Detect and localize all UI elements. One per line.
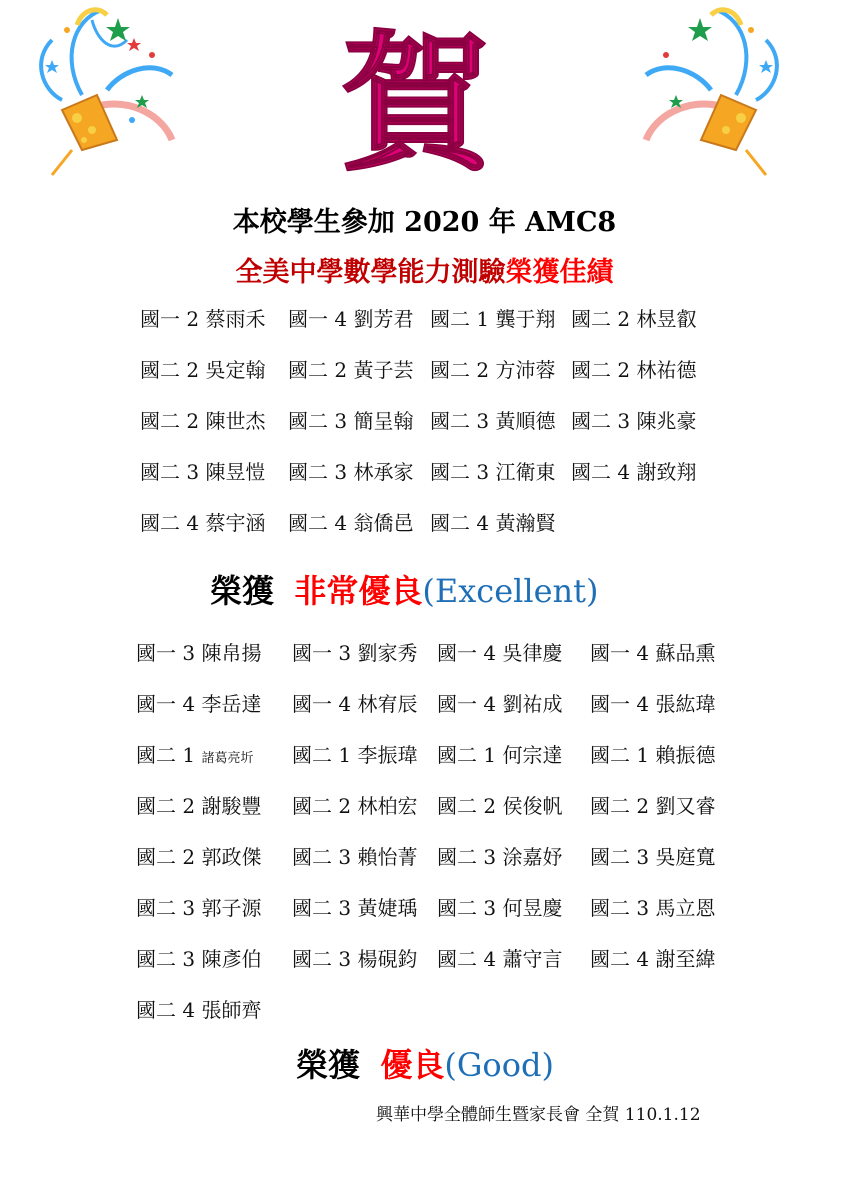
- student-entry: 國二 1 諸葛亮圻: [136, 743, 254, 767]
- student-entry: 國二 3 涂嘉妤: [437, 845, 563, 869]
- award-excellent-heading: [210, 566, 598, 612]
- student-entry: 國二 1 龔于翔: [430, 307, 556, 331]
- student-entry: 國二 3 陳兆豪: [571, 409, 697, 433]
- big-character-text: 賀: [340, 18, 492, 178]
- title-line-2-part-2: 榮獲佳績: [505, 257, 614, 288]
- student-entry: 國二 3 陳彥伯: [136, 947, 262, 971]
- student-entry: 國二 2 吳定翰: [140, 358, 266, 382]
- award-excellent-tier: 非常優良: [294, 572, 423, 610]
- student-entry: 國二 3 簡呈翰: [288, 409, 414, 433]
- title-line-1: 本校學生參加 2020 年 AMC8: [232, 207, 617, 238]
- student-entry: 國二 3 黃婕瑀: [292, 896, 418, 920]
- student-entry: 國二 2 謝駿豐: [136, 794, 262, 818]
- student-entry: 國二 3 郭子源: [136, 896, 262, 920]
- party-popper-right-icon: [626, 0, 796, 190]
- student-entry: 國二 3 何昱慶: [437, 896, 563, 920]
- student-entry: 國二 4 張師齊: [136, 998, 262, 1022]
- student-entry: 國二 2 林昱叡: [571, 307, 697, 331]
- student-entry: 國二 3 陳昱愷: [140, 460, 266, 484]
- big-character: [336, 18, 496, 178]
- award-good-heading: [296, 1040, 554, 1086]
- student-entry: 國二 2 林祐德: [571, 358, 697, 382]
- student-entry: 國一 4 林宥辰: [292, 692, 418, 716]
- student-entry: 國二 2 林柏宏: [292, 794, 418, 818]
- student-entry-small-name: 諸葛亮圻: [201, 751, 254, 766]
- award-excellent-english: (Excellent): [422, 572, 599, 610]
- party-popper-left-icon: [22, 0, 192, 190]
- award-good-english: (Good): [444, 1046, 554, 1084]
- student-entry: 國二 3 吳庭寬: [590, 845, 716, 869]
- student-entry: 國二 1 李振瑋: [292, 743, 418, 767]
- student-entry: 國二 2 黃子芸: [288, 358, 414, 382]
- student-entry: 國二 1 何宗達: [437, 743, 563, 767]
- student-entry: 國二 4 翁僑邑: [288, 511, 414, 535]
- student-entry: 國一 4 張紘瑋: [590, 692, 716, 716]
- student-entry: 國一 4 劉芳君: [288, 307, 414, 331]
- student-entry: 國二 2 陳世杰: [140, 409, 266, 433]
- student-entry: 國二 2 郭政傑: [136, 845, 262, 869]
- student-entry: 國二 4 謝致翔: [571, 460, 697, 484]
- student-entry: 國二 3 賴怡菁: [292, 845, 418, 869]
- student-entry: 國二 4 黃瀚賢: [430, 511, 556, 535]
- student-entry: 國二 4 蔡宇涵: [140, 511, 266, 535]
- student-entry: 國一 4 李岳達: [136, 692, 262, 716]
- student-entry: 國二 4 謝至緯: [590, 947, 716, 971]
- student-entry: 國一 4 吳律慶: [437, 641, 563, 665]
- student-entry: 國一 3 劉家秀: [292, 641, 418, 665]
- award-good-label: 榮獲: [296, 1046, 361, 1084]
- student-entry: 國二 4 蕭守言: [437, 947, 563, 971]
- student-entry: 國二 3 林承家: [288, 460, 414, 484]
- student-entry: 國二 3 馬立恩: [590, 896, 716, 920]
- student-entry: 國一 4 劉祐成: [437, 692, 563, 716]
- award-excellent-label: 榮獲: [210, 572, 275, 610]
- student-entry: 國二 2 方沛蓉: [430, 358, 556, 382]
- title-line-2-part-1: 全美中學數學能力測驗: [235, 257, 506, 288]
- student-entry: 國一 4 蘇品熏: [590, 641, 716, 665]
- footer-signature: 興華中學全體師生暨家長會 全賀 110.1.12: [376, 1105, 701, 1125]
- award-good-tier: 優良: [380, 1046, 445, 1084]
- student-entry: 國一 2 蔡雨禾: [140, 307, 266, 331]
- student-entry: 國二 2 侯俊帆: [437, 794, 563, 818]
- student-entry: 國一 3 陳帛揚: [136, 641, 262, 665]
- student-entry: 國二 2 劉又睿: [590, 794, 716, 818]
- title-line-2: [0, 250, 849, 289]
- student-entry: 國二 3 江衛東: [430, 460, 556, 484]
- student-entry: 國二 3 黃順德: [430, 409, 556, 433]
- student-entry: 國二 3 楊硯鈞: [292, 947, 418, 971]
- student-entry: 國二 1 賴振德: [590, 743, 716, 767]
